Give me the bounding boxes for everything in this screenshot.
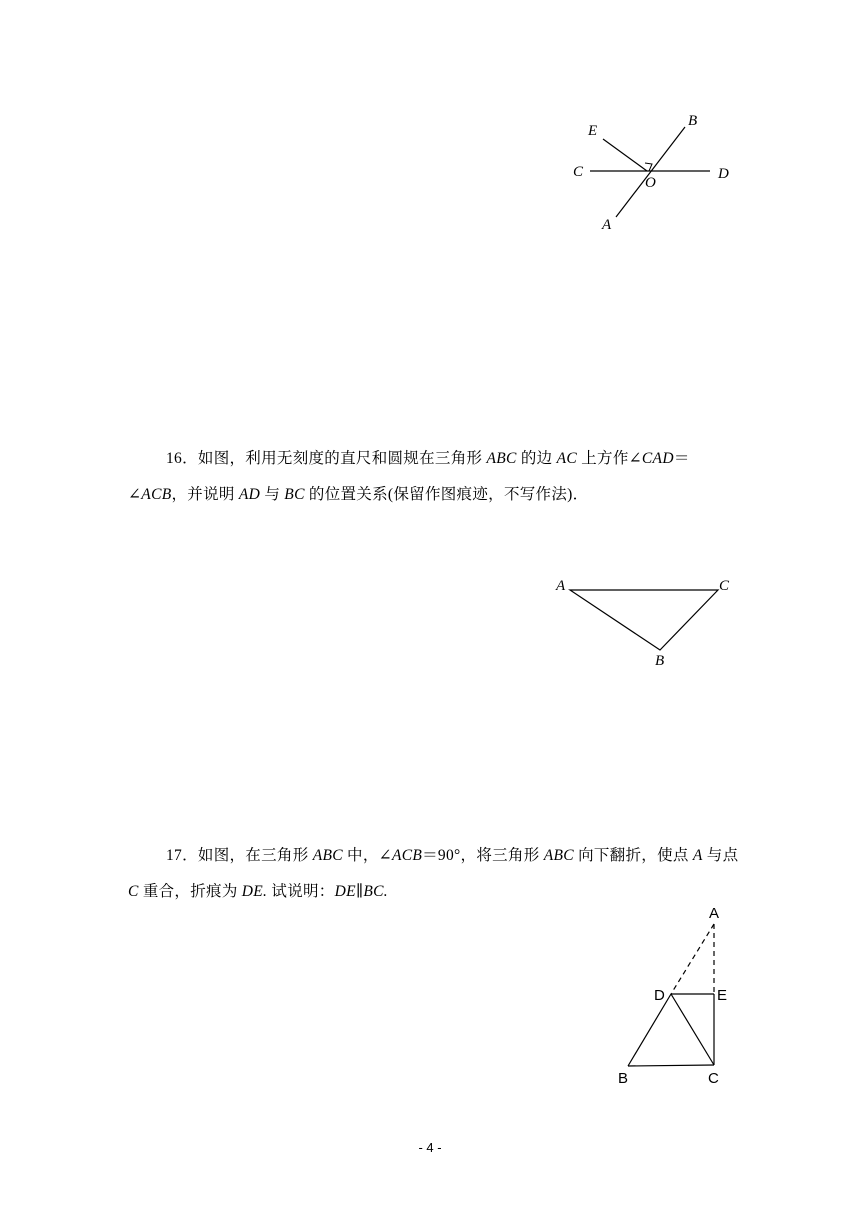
label-O: O <box>645 175 656 191</box>
page-number: - 4 - <box>418 1140 442 1155</box>
figure-triangle-abc <box>550 570 740 670</box>
label-B: B <box>655 653 665 669</box>
label-D: D <box>654 987 665 1004</box>
label-E: E <box>717 987 728 1004</box>
label-C: C <box>708 1070 719 1087</box>
label-C: C <box>719 578 730 594</box>
label-B: B <box>688 113 698 129</box>
figure-intersecting-lines <box>560 105 750 235</box>
label-A: A <box>602 217 612 233</box>
label-A: A <box>709 905 720 922</box>
figure-folded-triangle <box>610 900 740 1090</box>
label-E: E <box>588 123 598 139</box>
question-16: 16．如图，利用无刻度的直尺和圆规在三角形 ABC 的边 AC 上方作∠CAD＝∠ACB，并说明 AD 与 BC 的位置关系(保留作图痕迹，不写作法)． <box>128 450 690 503</box>
label-A: A <box>556 578 566 594</box>
label-D: D <box>718 166 729 182</box>
label-B: B <box>618 1070 629 1087</box>
question-17: 17．如图，在三角形 ABC 中，∠ACB＝90°，将三角形 ABC 向下翻折，使点 A 与点 C 重合，折痕为 DE. 试说明：DE∥BC. <box>128 847 739 900</box>
label-C: C <box>573 164 584 180</box>
